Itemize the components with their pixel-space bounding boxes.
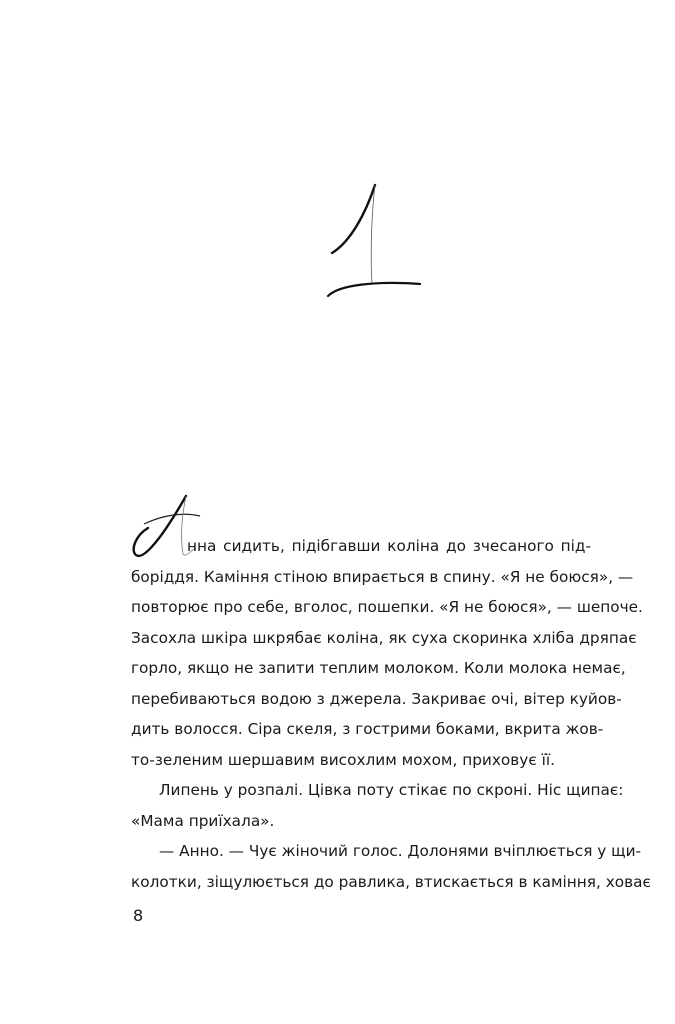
text-line: то-зеленим шершавим висохлим мохом, приховує її.	[131, 750, 555, 769]
text-line: нна сидить, підібгавши коліна до зчесаного під-	[187, 537, 591, 555]
text-line: горло, якщо не запити теплим молоком. Коли молока немає,	[131, 659, 626, 677]
text-line: колотки, зіщулюється до равлика, втискається в каміння, ховає	[131, 872, 651, 891]
body-text	[131, 531, 651, 897]
text-line: Засохла шкіра шкрябає коліна, як суха скоринка хліба дряпає	[131, 628, 637, 647]
text-line: боріддя. Каміння стіною впирається в спину. «Я не боюся», —	[131, 567, 634, 586]
text-line: дить волосся. Сіра скеля, з гострими боками, вкрита жов-	[131, 720, 604, 738]
chapter-number-1	[320, 180, 430, 305]
page-number: 8	[133, 906, 144, 925]
text-line: «Мама приїхала».	[131, 811, 275, 830]
text-line: повторює про себе, вголос, пошепки. «Я не боюся», — шепоче.	[131, 598, 643, 616]
text-line: — Анно. — Чує жіночий голос. Долонями вчіплюється у щи-	[159, 842, 642, 860]
text-line: Липень у розпалі. Цівка поту стікає по скроні. Ніс щипає:	[159, 781, 624, 799]
text-line: перебиваються водою з джерела. Закриває очі, вітер куйов-	[131, 689, 622, 708]
